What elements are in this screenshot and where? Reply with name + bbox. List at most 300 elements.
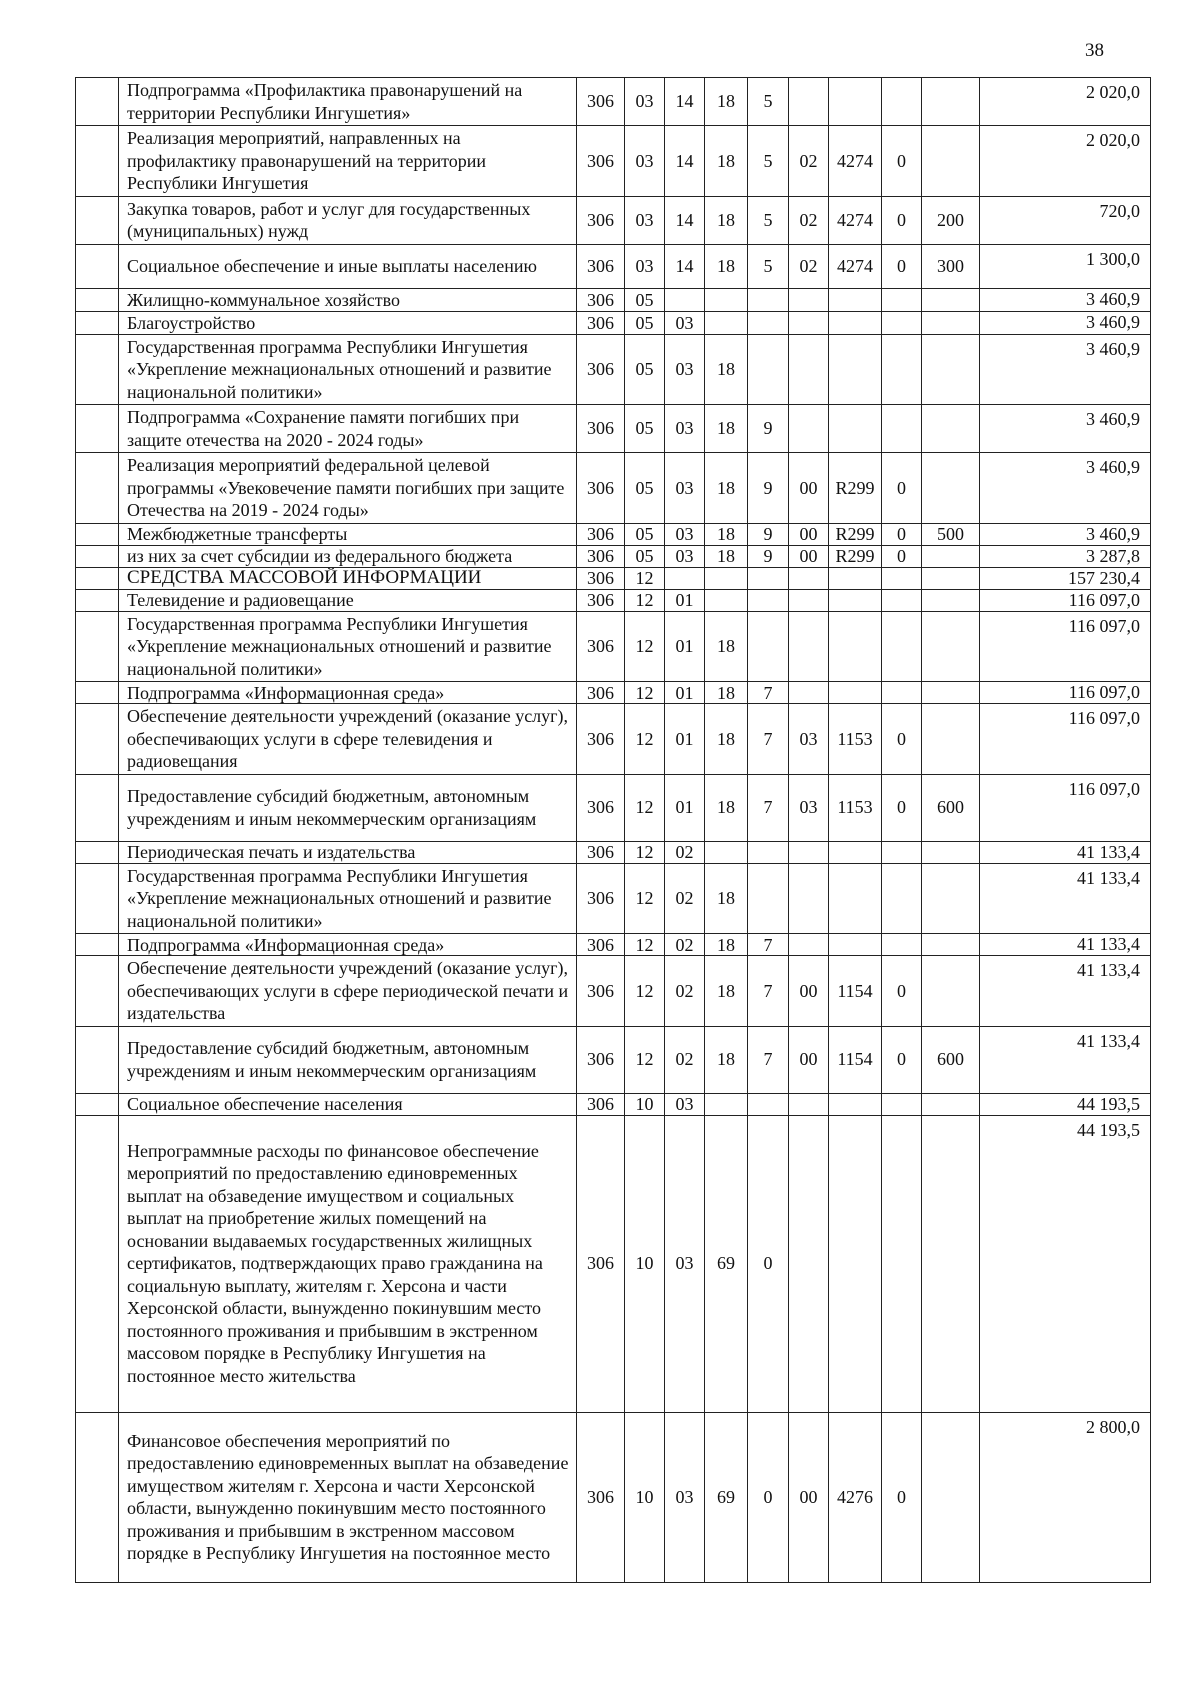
row-code-p4: R299 [829,523,882,545]
row-code-rz: 12 [625,567,665,589]
row-code-rz: 12 [625,682,665,704]
row-code-p3 [789,1093,829,1115]
row-code-p3: 02 [789,244,829,288]
table-row [76,774,1151,841]
row-name: Подпрограмма «Информационная среда» [119,682,577,704]
row-code-ved: 306 [577,863,625,934]
row-code-vr [922,567,980,589]
row-name: Государственная программа Республики Ингушетия «Укрепление межнациональных отношений и развитие национальной политики» [119,611,577,682]
row-code-vr [922,126,980,197]
row-name: Подпрограмма «Сохранение памяти погибших при защите отечества на 2020 - 2024 годы» [119,405,577,453]
row-code-p3 [789,611,829,682]
table-row [76,1093,1151,1115]
row-code-p1: 69 [705,1412,748,1582]
row-code-p3 [789,841,829,863]
row-blank-cell [76,288,119,311]
row-name: Непрограммные расходы по финансовое обеспечение мероприятий по предоставлению единовременных выплат на обзаведение имуществом и социальных выплат на приобретение жилых помещений на основании выдаваемых государственных жилищных сертификатов, подтверждающих право гражданина на социальную выплату, жителям г. Херсона и части Херсонской области, вынужденно покинувшим место постоянного проживания и прибывшим в экстренном массовом порядке в Республику Ингушетия на постоянное место жительства [119,1115,577,1412]
row-code-vr: 300 [922,244,980,288]
row-code-p5: 0 [882,774,922,841]
table-row [76,288,1151,311]
row-code-ved: 306 [577,1026,625,1093]
table-row [76,1026,1151,1093]
row-amount: 3 460,9 [980,453,1151,524]
row-code-p1: 18 [705,523,748,545]
row-code-p3 [789,405,829,453]
row-code-p5 [882,589,922,611]
row-code-p4: 4276 [829,1412,882,1582]
row-code-p2: 9 [748,405,789,453]
row-code-rz: 12 [625,611,665,682]
row-name: СРЕДСТВА МАССОВОЙ ИНФОРМАЦИИ [119,567,577,589]
table-row [76,405,1151,453]
row-code-p5 [882,405,922,453]
row-code-rz: 05 [625,311,665,334]
row-code-rz: 12 [625,774,665,841]
row-amount: 3 460,9 [980,523,1151,545]
row-amount: 116 097,0 [980,589,1151,611]
row-code-p1: 69 [705,1115,748,1412]
row-code-pr: 14 [665,126,705,197]
row-code-p1: 18 [705,682,748,704]
row-code-p1: 18 [705,934,748,956]
row-code-pr: 01 [665,704,705,775]
row-code-p2 [748,611,789,682]
row-code-ved: 306 [577,78,625,126]
row-code-p5 [882,841,922,863]
row-amount: 41 133,4 [980,934,1151,956]
row-code-p2: 9 [748,523,789,545]
row-code-rz: 10 [625,1093,665,1115]
table-row [76,704,1151,775]
row-code-pr: 14 [665,196,705,244]
table-row [76,611,1151,682]
row-name: Обеспечение деятельности учреждений (оказание услуг), обеспечивающих услуги в сфере периодической печати и издательства [119,956,577,1027]
row-code-p3 [789,311,829,334]
row-code-ved: 306 [577,934,625,956]
row-code-pr: 03 [665,523,705,545]
row-code-pr: 14 [665,78,705,126]
row-amount: 44 193,5 [980,1115,1151,1412]
row-code-p2: 7 [748,682,789,704]
row-code-p2 [748,567,789,589]
row-code-p5: 0 [882,1412,922,1582]
row-code-p5 [882,1115,922,1412]
row-code-ved: 306 [577,196,625,244]
row-code-p1: 18 [705,78,748,126]
row-code-vr [922,288,980,311]
row-code-p4: 1153 [829,774,882,841]
row-code-pr [665,567,705,589]
row-code-p5 [882,567,922,589]
row-blank-cell [76,196,119,244]
row-blank-cell [76,1026,119,1093]
row-code-vr [922,453,980,524]
row-code-p1: 18 [705,545,748,567]
row-blank-cell [76,1093,119,1115]
row-code-p2 [748,334,789,405]
table-row [76,1412,1151,1582]
row-blank-cell [76,453,119,524]
row-code-rz: 03 [625,126,665,197]
row-code-p1: 18 [705,1026,748,1093]
row-code-ved: 306 [577,244,625,288]
row-code-ved: 306 [577,334,625,405]
row-code-p1: 18 [705,611,748,682]
row-name: Предоставление субсидий бюджетным, автономным учреждениям и иным некоммерческим организациям [119,774,577,841]
row-code-vr [922,863,980,934]
row-code-pr: 03 [665,334,705,405]
row-code-p1 [705,589,748,611]
table-row [76,934,1151,956]
row-code-p3: 00 [789,1026,829,1093]
row-name: Межбюджетные трансферты [119,523,577,545]
row-code-p4 [829,334,882,405]
row-code-p3 [789,1115,829,1412]
row-amount: 41 133,4 [980,956,1151,1027]
row-code-p5 [882,863,922,934]
row-amount: 44 193,5 [980,1093,1151,1115]
row-code-vr [922,405,980,453]
row-code-p5: 0 [882,453,922,524]
row-name: Социальное обеспечение и иные выплаты населению [119,244,577,288]
row-code-p1: 18 [705,244,748,288]
row-name: Жилищно-коммунальное хозяйство [119,288,577,311]
row-amount: 2 020,0 [980,78,1151,126]
row-name: из них за счет субсидии из федерального бюджета [119,545,577,567]
row-code-ved: 306 [577,567,625,589]
row-name: Предоставление субсидий бюджетным, автономным учреждениям и иным некоммерческим организациям [119,1026,577,1093]
row-code-p5 [882,288,922,311]
table-row [76,244,1151,288]
row-code-vr: 500 [922,523,980,545]
row-code-vr: 600 [922,774,980,841]
row-code-p5 [882,78,922,126]
row-code-p4 [829,405,882,453]
row-name: Благоустройство [119,311,577,334]
row-code-p3: 00 [789,453,829,524]
table-row [76,567,1151,589]
row-code-pr: 01 [665,682,705,704]
row-code-vr [922,704,980,775]
row-amount: 3 460,9 [980,288,1151,311]
row-code-rz: 05 [625,545,665,567]
row-code-p4 [829,1093,882,1115]
row-code-pr: 02 [665,934,705,956]
row-code-p2: 0 [748,1115,789,1412]
row-code-rz: 12 [625,1026,665,1093]
row-code-pr: 02 [665,956,705,1027]
row-code-p4: 4274 [829,196,882,244]
row-code-p5 [882,311,922,334]
row-name: Телевидение и радиовещание [119,589,577,611]
row-code-p1: 18 [705,863,748,934]
row-code-p1: 18 [705,334,748,405]
row-code-ved: 306 [577,704,625,775]
row-code-rz: 03 [625,78,665,126]
row-code-p5: 0 [882,244,922,288]
row-blank-cell [76,78,119,126]
row-name: Подпрограмма «Профилактика правонарушений на территории Республики Ингушетия» [119,78,577,126]
row-amount: 3 460,9 [980,334,1151,405]
row-code-ved: 306 [577,1093,625,1115]
row-blank-cell [76,334,119,405]
row-amount: 3 460,9 [980,311,1151,334]
row-code-pr: 01 [665,589,705,611]
row-code-p2: 5 [748,196,789,244]
row-code-pr: 02 [665,841,705,863]
row-amount: 41 133,4 [980,863,1151,934]
row-code-p2 [748,311,789,334]
row-blank-cell [76,956,119,1027]
row-code-vr: 200 [922,196,980,244]
row-name: Финансовое обеспечения мероприятий по предоставлению единовременных выплат на обзаведение имуществом жителям г. Херсона и части Херсонской области, вынужденно покинувшим место постоянного проживания и прибывшим в экстренном массовом порядке в Республику Ингушетия на постоянное место [119,1412,577,1582]
row-code-ved: 306 [577,311,625,334]
table-row [76,682,1151,704]
row-code-ved: 306 [577,523,625,545]
row-code-rz: 05 [625,453,665,524]
row-code-p1 [705,567,748,589]
row-code-rz: 03 [625,196,665,244]
table-row [76,196,1151,244]
row-code-p2: 7 [748,934,789,956]
row-code-pr: 03 [665,545,705,567]
row-code-p5: 0 [882,956,922,1027]
row-code-pr: 03 [665,1412,705,1582]
table-row [76,863,1151,934]
row-code-rz: 12 [625,934,665,956]
row-code-p5 [882,1093,922,1115]
row-code-p2: 5 [748,126,789,197]
row-code-p3 [789,863,829,934]
table-row [76,334,1151,405]
row-code-p3 [789,682,829,704]
row-code-rz: 12 [625,841,665,863]
table-row [76,589,1151,611]
row-code-p4 [829,682,882,704]
row-code-p4: R299 [829,453,882,524]
row-code-ved: 306 [577,453,625,524]
row-blank-cell [76,567,119,589]
row-code-rz: 03 [625,244,665,288]
row-amount: 2 800,0 [980,1412,1151,1582]
row-code-vr [922,611,980,682]
table-row [76,523,1151,545]
row-code-p3: 03 [789,774,829,841]
row-code-pr: 03 [665,1093,705,1115]
row-code-p1: 18 [705,405,748,453]
row-code-vr [922,311,980,334]
row-amount: 157 230,4 [980,567,1151,589]
row-name: Реализация мероприятий, направленных на профилактику правонарушений на территории Республики Ингушетия [119,126,577,197]
row-code-ved: 306 [577,774,625,841]
row-code-ved: 306 [577,1115,625,1412]
table-row [76,956,1151,1027]
row-code-ved: 306 [577,545,625,567]
row-code-p1 [705,311,748,334]
row-code-vr [922,841,980,863]
row-code-p5 [882,334,922,405]
row-code-p4: 1154 [829,1026,882,1093]
row-code-p2: 7 [748,956,789,1027]
table-row [76,126,1151,197]
row-name: Государственная программа Республики Ингушетия «Укрепление межнациональных отношений и развитие национальной политики» [119,863,577,934]
row-code-p5: 0 [882,1026,922,1093]
row-code-p3 [789,567,829,589]
row-code-p1 [705,1093,748,1115]
row-code-p4 [829,311,882,334]
row-blank-cell [76,841,119,863]
row-code-pr: 03 [665,1115,705,1412]
table-row [76,1115,1151,1412]
budget-table [75,77,1151,1583]
row-code-ved: 306 [577,1412,625,1582]
row-code-p2: 7 [748,774,789,841]
table-row [76,841,1151,863]
row-blank-cell [76,589,119,611]
row-code-rz: 05 [625,523,665,545]
row-blank-cell [76,704,119,775]
row-code-vr [922,934,980,956]
row-code-p3: 00 [789,1412,829,1582]
row-code-p3: 03 [789,704,829,775]
page-number: 38 [1085,40,1104,61]
row-amount: 3 460,9 [980,405,1151,453]
row-blank-cell [76,682,119,704]
row-amount: 116 097,0 [980,682,1151,704]
row-code-rz: 05 [625,334,665,405]
row-code-p1: 18 [705,704,748,775]
row-code-p1: 18 [705,196,748,244]
row-code-p3 [789,334,829,405]
row-code-p5 [882,611,922,682]
row-code-p4 [829,567,882,589]
row-name: Государственная программа Республики Ингушетия «Укрепление межнациональных отношений и развитие национальной политики» [119,334,577,405]
row-code-p4: 4274 [829,126,882,197]
row-code-p3: 00 [789,956,829,1027]
row-blank-cell [76,311,119,334]
row-code-pr: 01 [665,774,705,841]
row-code-p4 [829,589,882,611]
row-amount: 116 097,0 [980,704,1151,775]
row-code-ved: 306 [577,126,625,197]
row-code-ved: 306 [577,682,625,704]
table-row [76,453,1151,524]
row-blank-cell [76,611,119,682]
row-code-pr: 14 [665,244,705,288]
row-code-p5 [882,682,922,704]
row-amount: 41 133,4 [980,841,1151,863]
row-blank-cell [76,1412,119,1582]
row-code-p5: 0 [882,126,922,197]
row-code-p2: 9 [748,545,789,567]
table-body [76,78,1151,1583]
row-code-p4 [829,611,882,682]
row-name: Обеспечение деятельности учреждений (оказание услуг), обеспечивающих услуги в сфере телевидения и радиовещания [119,704,577,775]
row-code-p2: 5 [748,244,789,288]
row-blank-cell [76,126,119,197]
row-code-p4 [829,78,882,126]
row-blank-cell [76,1115,119,1412]
row-code-pr: 03 [665,311,705,334]
row-code-vr [922,545,980,567]
row-amount: 41 133,4 [980,1026,1151,1093]
row-code-rz: 12 [625,589,665,611]
row-blank-cell [76,405,119,453]
row-code-ved: 306 [577,611,625,682]
row-blank-cell [76,863,119,934]
row-code-p4: 1154 [829,956,882,1027]
row-name: Подпрограмма «Информационная среда» [119,934,577,956]
row-code-vr [922,78,980,126]
row-code-p1: 18 [705,956,748,1027]
row-code-p3: 02 [789,126,829,197]
row-code-ved: 306 [577,405,625,453]
row-code-p1 [705,841,748,863]
row-code-vr [922,956,980,1027]
row-name: Реализация мероприятий федеральной целевой программы «Увековечение памяти погибших при защите Отечества на 2019 - 2024 годы» [119,453,577,524]
row-code-vr [922,334,980,405]
row-code-p2: 7 [748,1026,789,1093]
row-blank-cell [76,545,119,567]
row-code-rz: 05 [625,405,665,453]
row-blank-cell [76,523,119,545]
row-code-p3: 02 [789,196,829,244]
row-code-pr [665,288,705,311]
row-code-ved: 306 [577,288,625,311]
row-code-pr: 02 [665,1026,705,1093]
row-code-rz: 05 [625,288,665,311]
row-code-ved: 306 [577,589,625,611]
row-code-p1: 18 [705,774,748,841]
row-blank-cell [76,934,119,956]
row-code-ved: 306 [577,841,625,863]
row-code-p3 [789,78,829,126]
row-code-p4 [829,934,882,956]
row-code-p4 [829,288,882,311]
row-code-p1 [705,288,748,311]
row-name: Периодическая печать и издательства [119,841,577,863]
row-code-p5: 0 [882,704,922,775]
row-blank-cell [76,774,119,841]
row-amount: 116 097,0 [980,611,1151,682]
row-code-p5: 0 [882,523,922,545]
row-amount: 720,0 [980,196,1151,244]
row-code-p1: 18 [705,453,748,524]
row-code-pr: 03 [665,453,705,524]
row-code-rz: 12 [625,863,665,934]
row-code-vr [922,1093,980,1115]
row-code-rz: 10 [625,1115,665,1412]
row-code-p3: 00 [789,545,829,567]
row-code-vr [922,682,980,704]
row-amount: 116 097,0 [980,774,1151,841]
row-code-p2 [748,1093,789,1115]
row-code-p5: 0 [882,545,922,567]
row-code-p3 [789,589,829,611]
row-code-p2 [748,863,789,934]
row-amount: 1 300,0 [980,244,1151,288]
row-code-pr: 03 [665,405,705,453]
row-code-vr [922,1115,980,1412]
row-code-vr [922,589,980,611]
row-name: Закупка товаров, работ и услуг для государственных (муниципальных) нужд [119,196,577,244]
row-code-rz: 10 [625,1412,665,1582]
row-code-p3 [789,288,829,311]
row-code-vr [922,1412,980,1582]
row-code-rz: 12 [625,704,665,775]
row-code-p4 [829,863,882,934]
row-amount: 2 020,0 [980,126,1151,197]
